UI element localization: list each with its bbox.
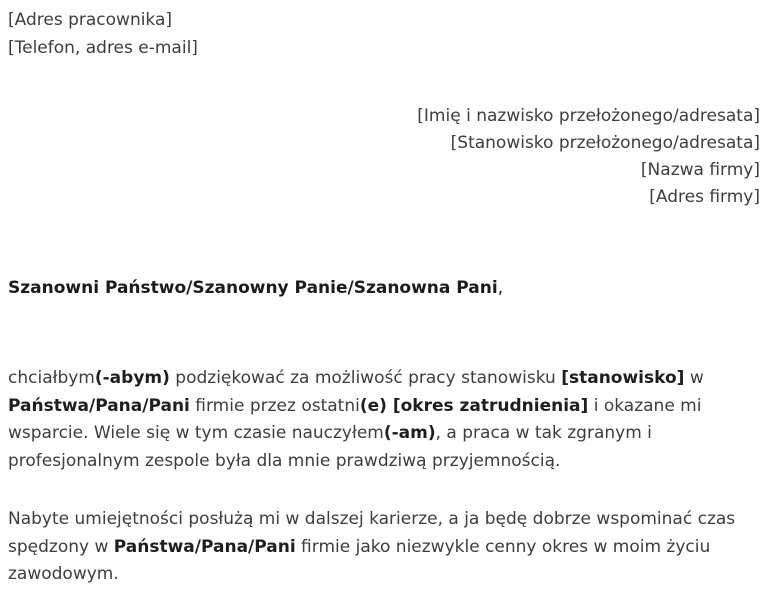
recipient-company-address-line: [Adres firmy]	[649, 187, 760, 207]
sender-block	[8, 6, 760, 62]
recipient-name-line: [Imię i nazwisko przełożonego/adresata]	[417, 106, 760, 126]
recipient-position-line: [Stanowisko przełożonego/adresata]	[450, 133, 760, 153]
salutation-text: Szanowni Państwo/Szanowny Panie/Szanowna Pani	[8, 278, 498, 298]
body-paragraph-1: chciałbym(-abym) podziękować za możliwość pracy stanowisku [stanowisko] w Państwa/Pana/Pani firmie przez ostatni(e) [okres zatrudnienia] i okazane mi wsparcie. Wiele się w tym czasie nauczyłem(-am), a praca w tak zgranym i profesjonalnym zespole była dla mnie prawdziwą przyjemnością.	[8, 368, 704, 471]
sender-contact-line: [Telefon, adres e-mail]	[8, 38, 198, 58]
recipient-company-line: [Nazwa firmy]	[640, 160, 760, 180]
salutation-line	[8, 274, 760, 302]
body-paragraph-2: Nabyte umiejętności posłużą mi w dalszej karierze, a ja będę dobrze wspominać czas spędzony w Państwa/Pana/Pani firmie jako niezwykle cenny okres w moim życiu zawodowym.	[8, 509, 736, 584]
sender-address-line: [Adres pracownika]	[8, 10, 173, 30]
salutation-comma: ,	[497, 278, 504, 298]
recipient-block	[8, 103, 760, 211]
